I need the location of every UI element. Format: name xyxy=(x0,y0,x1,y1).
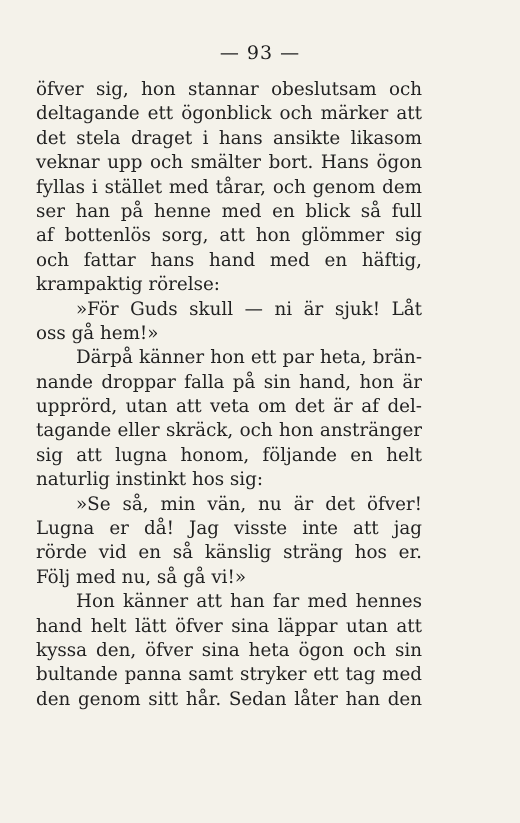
text-line: veknar upp och smälter bort. Hans ögon xyxy=(36,152,422,174)
text-line: Följ med nu, så gå vi!» xyxy=(36,566,247,588)
text-line: sig att lugna honom, följande en helt xyxy=(36,444,422,466)
text-line: Hon känner att han far med hennes xyxy=(76,591,422,613)
text-line: Lugna er då! Jag visste inte att jag xyxy=(36,518,422,540)
text-line: upprörd, utan att veta om det är af del- xyxy=(36,396,422,418)
text-line: »För Guds skull — ni är sjuk! Låt xyxy=(76,298,422,320)
text-line: den genom sitt hår. Sedan låter han den xyxy=(36,688,422,710)
text-line: rörde vid en så känslig sträng hos er. xyxy=(36,542,422,564)
text-line: bultande panna samt stryker ett tag med xyxy=(36,664,422,686)
text-line: deltagande ett ögonblick och märker att xyxy=(36,103,422,125)
text-line: oss gå hem!» xyxy=(36,322,159,344)
text-line: naturlig instinkt hos sig: xyxy=(36,469,264,491)
text-line: nande droppar falla på sin hand, hon är xyxy=(36,371,422,393)
text-line: och fattar hans hand med en häftig, xyxy=(36,249,422,271)
text-line: krampaktig rörelse: xyxy=(36,274,220,296)
text-line: fyllas i stället med tårar, och genom dem xyxy=(36,176,422,198)
text-line: kyssa den, öfver sina heta ögon och sin xyxy=(36,639,422,661)
text-line: det stela draget i hans ansikte likasom xyxy=(36,127,422,149)
text-line: Därpå känner hon ett par heta, brän- xyxy=(76,347,422,369)
text-line: af bottenlös sorg, att hon glömmer sig xyxy=(36,225,422,247)
body-text xyxy=(36,78,422,712)
text-line: tagande eller skräck, och hon anstränger xyxy=(36,420,422,442)
text-line: hand helt lätt öfver sina läppar utan att xyxy=(36,615,422,637)
text-line: ser han på henne med en blick så full xyxy=(36,200,422,222)
page-number: — 93 — xyxy=(219,42,301,64)
text-line: »Se så, min vän, nu är det öfver! xyxy=(76,493,422,515)
text-line: öfver sig, hon stannar obeslutsam och xyxy=(36,79,422,100)
